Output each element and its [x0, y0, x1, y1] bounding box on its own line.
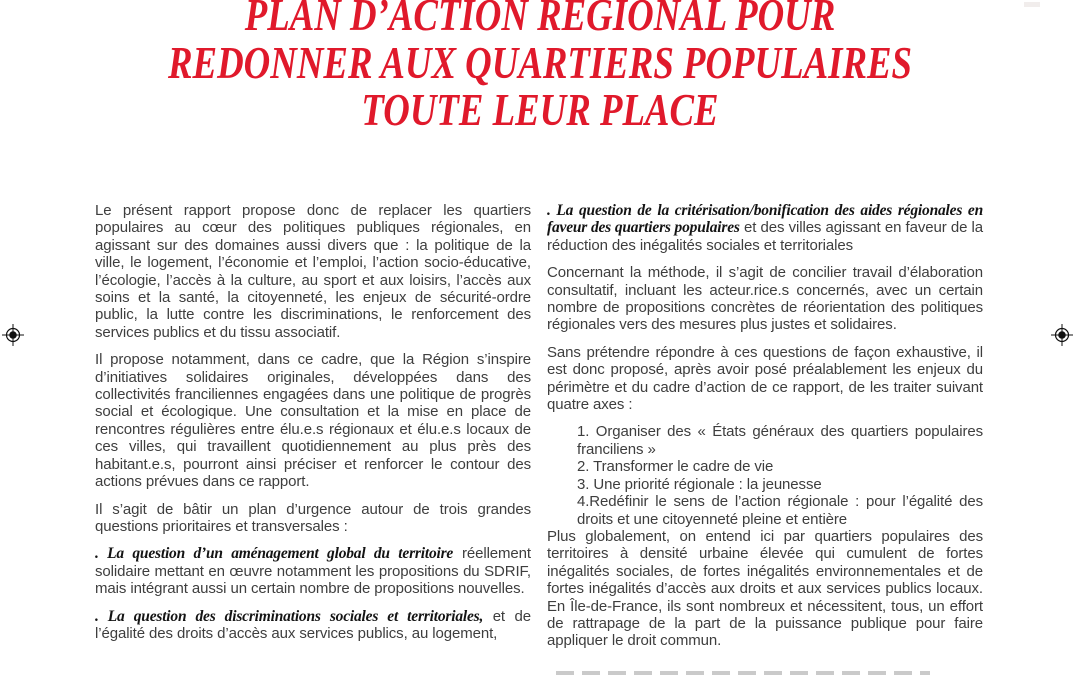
- paragraph-text: et de l’égalité des droits d’accès aux services publics, au logement,: [95, 607, 531, 642]
- question-lead-in: . La question des discriminations sociales et territoriales,: [95, 607, 484, 625]
- paragraph: Sans prétendre répondre à ces questions de façon exhaustive, il est donc proposé, après avoir posé préalablement les enjeux du périmètre et du cadre d’action de ce rapport, de les traiter suivant quatre axes :: [547, 343, 983, 414]
- axis-list-item: 1. Organiser des « États généraux des quartiers populaires franciliens »: [577, 423, 983, 458]
- question-lead-in: . La question de la critérisation/bonification des aides régionales en faveur des quartiers populaires: [547, 202, 983, 237]
- paragraph: Il s’agit de bâtir un plan d’urgence autour de trois grandes questions prioritaires et transversales :: [95, 500, 531, 535]
- title-line: PLAN D’ACTION REGIONAL POUR: [244, 0, 836, 40]
- paragraph: Le présent rapport propose donc de replacer les quartiers populaires au cœur des politiques publiques régionales, en agissant sur des domaines aussi divers que : la politique de la ville, le logement, l’économie et l’emploi, l’action socio-éducative, l’écologie, l’accès à la culture, au sport et aux loisirs, l’accès aux soins et la santé, la citoyenneté, les enjeux de sécurité-ordre public, la lutte contre les discriminations, le renforcement des services publics et du tissu associatif.: [95, 202, 531, 341]
- registration-mark-icon: [2, 324, 24, 346]
- right-column: [547, 202, 983, 660]
- title-line: TOUTE LEUR PLACE: [361, 84, 719, 135]
- axis-list-item: 4.Redéfinir le sens de l’action régionale : pour l’égalité des droits et une citoyenneté pleine et entière: [577, 493, 983, 528]
- paragraph: [547, 202, 983, 254]
- paragraph: Plus globalement, on entend ici par quartiers populaires des territoires à densité urbaine élevée qui cumulent de fortes inégalités sociales, de fortes inégalités environnementales et de fortes inégalités d’accès aux droits et aux services publics locaux. En Île-de-France, ils sont nombreux et nécessitent, tous, un effort de rattrapage de la part de la puissance publique pour faire appliquer le droit commun.: [547, 527, 983, 650]
- paragraph: [95, 608, 531, 643]
- registration-mark-icon: [1051, 324, 1073, 346]
- axis-list-item: 3. Une priorité régionale : la jeunesse: [577, 475, 822, 493]
- paragraph: Il propose notamment, dans ce cadre, que la Région s’inspire d’initiatives solidaires originales, développées dans des collectivités franciliennes engagées dans une politique de progrès social et écologique. Une consultation et la mise en place de rencontres régulières entre élu.e.s régionaux et élu.e.s locaux de ces villes, qui travaillent quotidiennement au plus près des habitant.e.s, pourront ainsi préciser et renforcer le contour des actions prévues dans ce rapport.: [95, 351, 531, 491]
- paragraph-text: réellement solidaire mettant en œuvre notamment les propositions du SDRIF, mais intégrant aussi un certain nombre de propositions nouvelles.: [95, 545, 531, 598]
- print-crop-mark: [1024, 2, 1040, 7]
- paragraph: [95, 545, 531, 597]
- question-lead-in: . La question d’un aménagement global du territoire: [95, 545, 454, 563]
- title-line: REDONNER AUX QUARTIERS POPULAIRES: [168, 36, 912, 88]
- clipped-next-line: [556, 671, 930, 675]
- axes-list: [577, 423, 983, 527]
- paragraph-text: et des villes agissant en faveur de la réduction des inégalités sociales et territoriales: [547, 219, 984, 254]
- page-title: [108, 0, 972, 134]
- paragraph: Concernant la méthode, il s’agit de concilier travail d’élaboration consultatif, incluant les acteur.rice.s concernés, avec un certain nombre de propositions concrètes de réorientation des politiques régionales vers des mesures plus justes et solidaires.: [547, 264, 983, 334]
- axis-list-item: 2. Transformer le cadre de vie: [577, 458, 774, 476]
- left-column: [95, 202, 531, 652]
